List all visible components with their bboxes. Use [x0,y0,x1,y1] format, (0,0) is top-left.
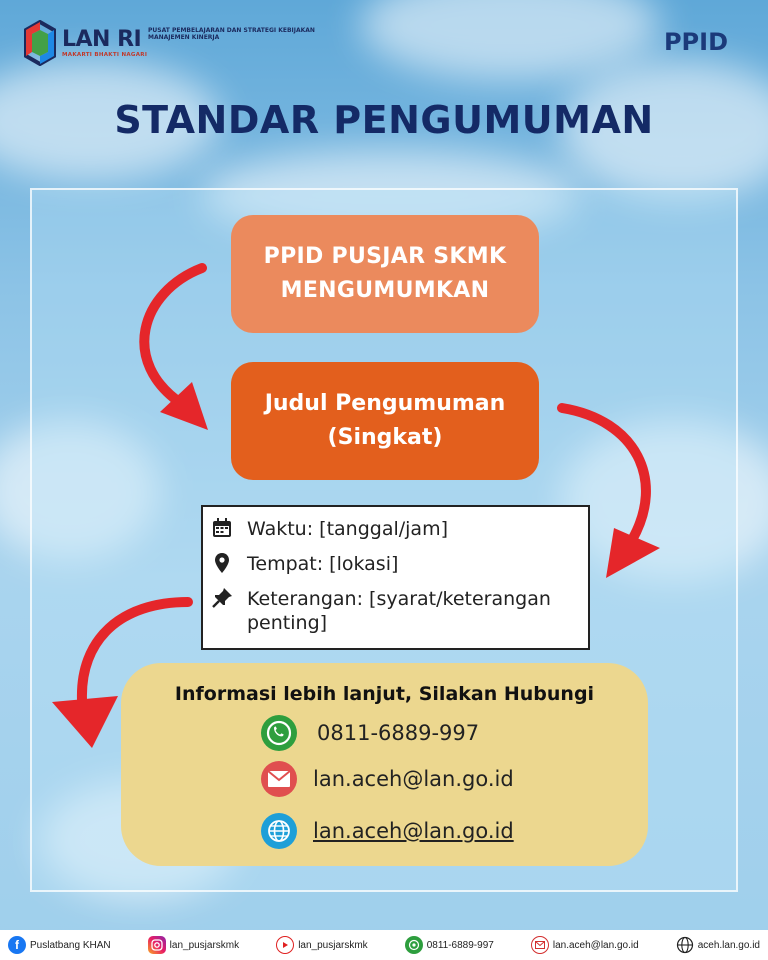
email-icon [261,761,297,797]
contact-email: lan.aceh@lan.go.id [313,767,514,791]
contact-email-row[interactable] [261,761,514,797]
footer-youtube-label: lan_pusjarskmk [298,939,368,951]
detail-row-time [211,517,580,541]
footer-whatsapp[interactable] [405,936,494,954]
social-footer [0,930,768,960]
footer-email[interactable] [531,936,639,954]
calendar-icon [211,517,233,539]
step-box-title [231,362,539,480]
instagram-icon [148,936,166,954]
step-box-announcer-label: PPID PUSJAR SKMK MENGUMUMKAN [263,244,507,303]
contact-heading: Informasi lebih lanjut, Silakan Hubungi [174,683,595,705]
page-title: STANDAR PENGUMUMAN [114,98,654,142]
footer-whatsapp-label: 0811-6889-997 [426,939,494,951]
footer-facebook-label: Puslatbang KHAN [30,939,111,951]
footer-youtube[interactable] [276,936,367,954]
step-box-title-label: Judul Pengumuman (Singkat) [264,391,506,450]
contact-website-row[interactable] [261,813,514,849]
detail-notes-text: Keterangan: [syarat/keterangan penting] [247,588,551,634]
contact-phone: 0811-6889-997 [317,721,480,745]
detail-time-text: Waktu: [tanggal/jam] [247,518,448,540]
announcement-details [201,505,590,650]
location-pin-icon [211,552,233,574]
footer-website[interactable] [676,936,760,954]
globe-icon [261,813,297,849]
ppid-badge: PPID [663,28,728,56]
detail-place-text: Tempat: [lokasi] [247,553,399,575]
contact-box [121,663,648,866]
whatsapp-icon [261,715,297,751]
footer-instagram[interactable] [148,936,239,954]
footer-website-label: aceh.lan.go.id [697,939,760,951]
email-icon [531,936,549,954]
contact-website-link[interactable]: lan.aceh@lan.go.id [313,819,514,843]
footer-email-label: lan.aceh@lan.go.id [552,939,639,951]
arrow-1-icon [110,262,220,442]
contact-phone-row[interactable] [261,715,479,751]
detail-row-place [211,552,580,576]
pushpin-icon [211,587,233,609]
globe-icon [676,936,694,954]
footer-facebook[interactable] [8,936,111,954]
facebook-icon: f [8,936,26,954]
logo [22,20,147,66]
whatsapp-icon [405,936,423,954]
logo-tagline: MAKARTI BHAKTI NAGARI [62,51,148,58]
lan-logo-icon [22,20,58,66]
logo-text: LAN RI [62,26,142,52]
footer-instagram-label: lan_pusjarskmk [169,939,240,951]
logo-description: PUSAT PEMBELAJARAN DAN STRATEGI KEBIJAKAN MANAJEMEN KINERJA [148,27,315,41]
step-box-announcer [231,215,539,333]
detail-row-notes [211,587,580,635]
youtube-icon [276,936,294,954]
